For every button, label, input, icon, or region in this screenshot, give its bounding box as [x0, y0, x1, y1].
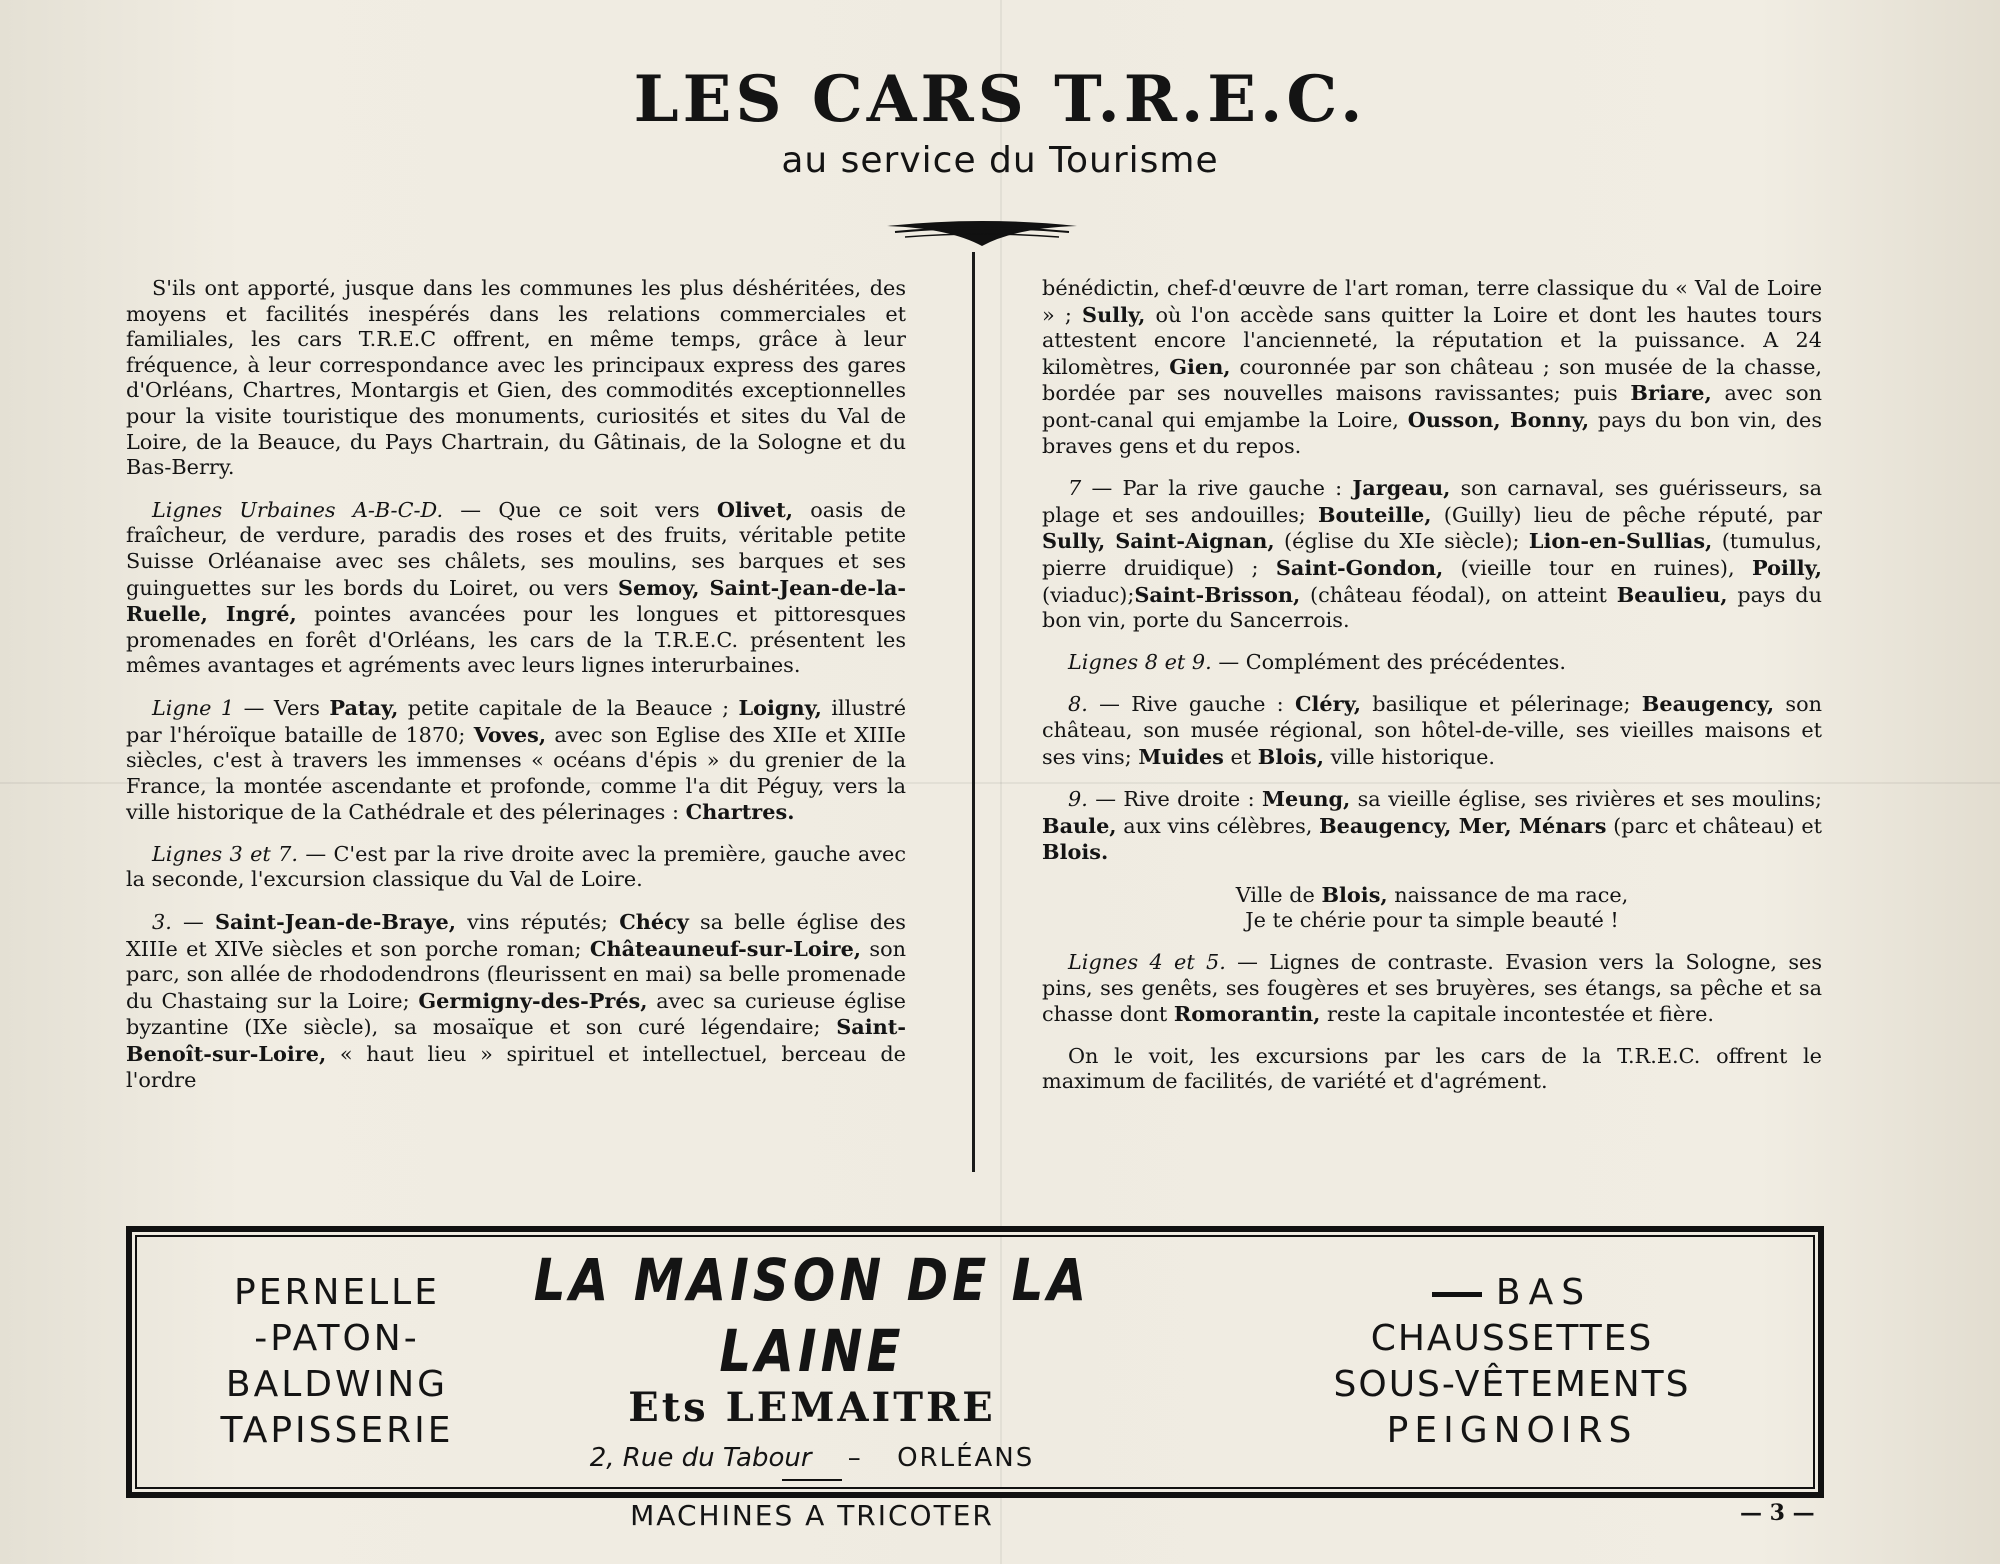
advert-item: SOUS-VÊTEMENTS	[1333, 1364, 1691, 1405]
conclusion-paragraph: On le voit, les excursions par les cars de la T.R.E.C. offrent le maximum de facilités, de variété et d'agrément.	[1042, 1043, 1822, 1094]
ornament-divider	[782, 1479, 842, 1481]
company-name: Ets LEMAITRE	[628, 1384, 996, 1431]
advert-item: PEIGNOIRS	[1386, 1410, 1638, 1451]
advert-item: -PATON-	[254, 1318, 420, 1359]
ornament-flourish	[885, 218, 1079, 248]
shop-name: LA MAISON DE LA LAINE	[533, 1247, 1091, 1385]
paragraph-lignes-3-7: Lignes 3 et 7. — C'est par la rive droite avec la première, gauche avec la seconde, l'excursion classique du Val de Loire.	[126, 841, 906, 892]
advert-right-list	[1282, 1270, 1742, 1454]
advert-item: BAS	[1282, 1270, 1742, 1316]
paragraph-ligne-8: 8. — Rive gauche : Cléry, basilique et pélerinage; Beaugency, son château, son musée régional, son hôtel-de-ville, ses vieilles maisons et ses vins; Muides et Blois, ville historique.	[1042, 691, 1822, 769]
paragraph-ligne-1: Ligne 1 — Vers Patay, petite capitale de la Beauce ; Loigny, illustré par l'héroïque bataille de 1870; Voves, avec son Eglise des XIIe et XIIIe siècles, c'est à travers les immenses « océans d'épis » du grenier de la France, la montée ascendante et profonde, comme l'a dit Péguy, vers la ville historique de la Cathédrale et des pélerinages : Chartres.	[126, 694, 906, 825]
page-number: — 3 —	[1740, 1500, 1815, 1526]
paragraph-lignes-urbaines: Lignes Urbaines A-B-C-D. — Que ce soit vers Olivet, oasis de fraîcheur, de verdure, paradis des roses et des fruits, véritable petite Suisse Orléanaise avec ses châlets, ses moulins, ses barques et ses guinguettes sur les bords du Loiret, ou vers Semoy, Saint-Jean-de-la-Ruelle, Ingré, pointes avancées pour les longues et pittoresques promenades en forêt d'Orléans, les cars de la T.R.E.C. présentent les mêmes avantages et agréments avec leurs lignes interurbaines.	[126, 496, 906, 678]
poem-quote: Ville de Blois, naissance de ma race, Je te chérie pour ta simple beauté !	[1235, 881, 1629, 933]
machines-label: MACHINES A TRICOTER	[630, 1499, 994, 1532]
paragraph-continuation: bénédictin, chef-d'œuvre de l'art roman, terre classique du « Val de Loire » ; Sully, où l'on accède sans quitter la Loire et dont les hautes tours attestent encore l'ancienneté, la réputation et la puissance. A 24 kilomètres, Gien, couronnée par son château ; son musée de la chasse, bordée par ses nouvelles maisons ravissantes; puis Briare, avec son pont-canal qui emjambe la Loire, Ousson, Bonny, pays du bon vin, des braves gens et du repos.	[1042, 276, 1823, 458]
paragraph-ligne-9: 9. — Rive droite : Meung, sa vieille église, ses rivières et ses moulins; Baule, aux vins célèbres, Beaugency, Mer, Ménars (parc et château) et Blois.	[1042, 786, 1822, 865]
advert-item: TAPISSERIE	[220, 1410, 454, 1451]
advert-item: PERNELLE	[233, 1272, 440, 1313]
advert-center	[512, 1247, 1112, 1532]
paragraph-ligne-3: 3. — Saint-Jean-de-Braye, vins réputés; Chécy sa belle église des XIIIe et XIVe siècles et son porche roman; Châteauneuf-sur-Loire, son parc, son allée de rhododendrons (fleurissent en mai) sa belle promenade du Chastaing sur la Loire; Germigny-des-Prés, avec sa curieuse église byzantine (IXe siècle), sa mosaïque et son curé légendaire; Saint-Benoît-sur-Loire, « haut lieu » spirituel et intellectuel, berceau de l'ordre	[126, 909, 906, 1092]
column-divider	[972, 252, 975, 1172]
shop-address: 2, Rue du Tabour – ORLÉANS	[589, 1443, 1035, 1473]
right-column	[1042, 276, 1822, 1111]
advert-left-list	[192, 1270, 482, 1454]
intro-paragraph: S'ils ont apporté, jusque dans les communes les plus déshéritées, des moyens et facilités inespérés dans les relations commerciales et familiales, les cars T.R.E.C offrent, en même temps, grâce à leur fréquence, à leur correspondance avec les principaux express des gares d'Orléans, Chartres, Montargis et Gien, des commodités exceptionnelles pour la visite touristique des monuments, curiosités et sites du Val de Loire, de la Beauce, du Pays Chartrain, du Gâtinais, de la Sologne et du Bas-Berry.	[126, 276, 906, 480]
advert-item: BALDWING	[225, 1364, 449, 1405]
page-subtitle: au service du Tourisme	[781, 140, 1219, 181]
advertisement-box	[126, 1226, 1824, 1532]
advert-item: CHAUSSETTES	[1370, 1318, 1654, 1359]
left-column	[126, 276, 906, 1109]
paragraph-ligne-7: 7 — Par la rive gauche : Jargeau, son carnaval, ses guérisseurs, sa plage et ses andouilles; Bouteille, (Guilly) lieu de pêche réputé, par Sully, Saint-Aignan, (église du XIe siècle); Lion-en-Sullias, (tumulus, pierre druidique) ; Saint-Gondon, (vieille tour en ruines), Poilly, (viaduc);Saint-Brisson, (château féodal), on atteint Beaulieu, pays du bon vin, porte du Sancerrois.	[1042, 475, 1823, 633]
paragraph-lignes-8-9: Lignes 8 et 9. — Complément des précédentes.	[1068, 649, 1566, 674]
page-title: LES CARS T.R.E.C.	[633, 62, 1367, 137]
paragraph-lignes-4-5: Lignes 4 et 5. — Lignes de contraste. Evasion vers la Sologne, ses pins, ses genêts, ses fougères et ses bruyères, ses étangs, sa pêche et sa chasse dont Romorantin, reste la capitale incontestée et fière.	[1042, 950, 1822, 1027]
